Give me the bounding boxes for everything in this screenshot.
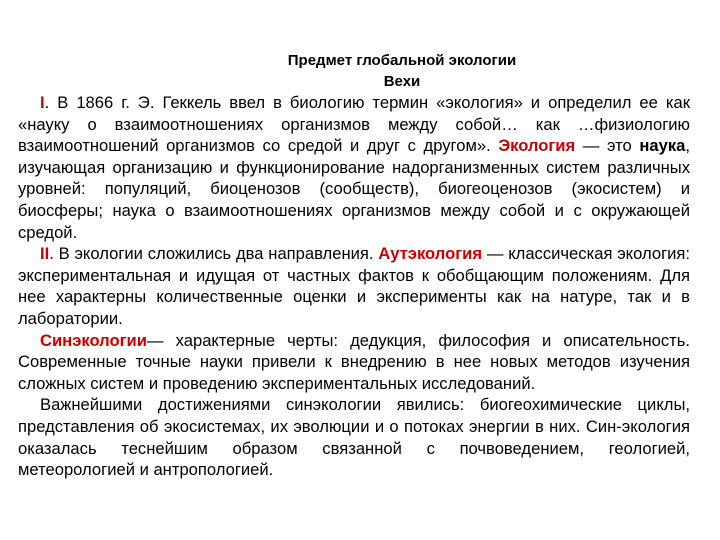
- paragraph-1: [18, 92, 690, 243]
- bold-word-science: наука: [639, 136, 686, 156]
- term-synecology: Синэкологии: [40, 330, 147, 350]
- paragraph-2-text: . В экологии сложились два направления.: [49, 244, 379, 264]
- paragraph-2: [18, 243, 690, 329]
- paragraph-1-end: , изучающая организацию и функционирование надорганизменных систем различных уровней: популяций, биоценозов (сообществ), биогеоценозов (экосистем) и биосферы; наука о взаимоотношениях организмов между собой и с окружающей средой.: [18, 136, 690, 242]
- paragraph-4: Важнейшими достижениями синэкологии явились: биогеохимические циклы, представления об экосистемах, их эволюции и о потоках энергии в них. Син-экология оказалась теснейшим образом связанной с почвоведением, геологией, метеорологией и антропологией.: [18, 395, 690, 480]
- paragraph-3-text: — характерные черты: дедукция, философия и описательность. Современные точные науки привели к внедрению в нее новых методов изучения сложных систем и проведению экспериментальных исследований.: [18, 330, 690, 393]
- term-ecology: Экология: [498, 136, 576, 156]
- slide-content: [18, 50, 690, 481]
- roman-numeral-2: II: [40, 244, 50, 264]
- document-subtitle: Вехи: [383, 73, 421, 90]
- paragraph-2-end: — классическая экология: экспериментальная и идущая от частных фактов к обобщающим положениям. Для нее характерны количественные оценки и эксперименты как на натуре, так и в лаборатории.: [18, 244, 690, 328]
- document-title: Предмет глобальной экологии: [287, 52, 517, 69]
- paragraph-1-dash: — это: [575, 136, 640, 156]
- paragraph-3: [18, 330, 690, 395]
- paragraph-1-text: . В 1866 г. Э. Геккель ввел в биологию термин «экология» и определил ее как «науку о взаимоотношениях организмов между собой… как …физиологию взаимоотношений организмов со средой и друг с другом».: [18, 93, 690, 156]
- roman-numeral-1: I: [40, 93, 45, 112]
- term-autecology: Аутэкология: [378, 244, 483, 264]
